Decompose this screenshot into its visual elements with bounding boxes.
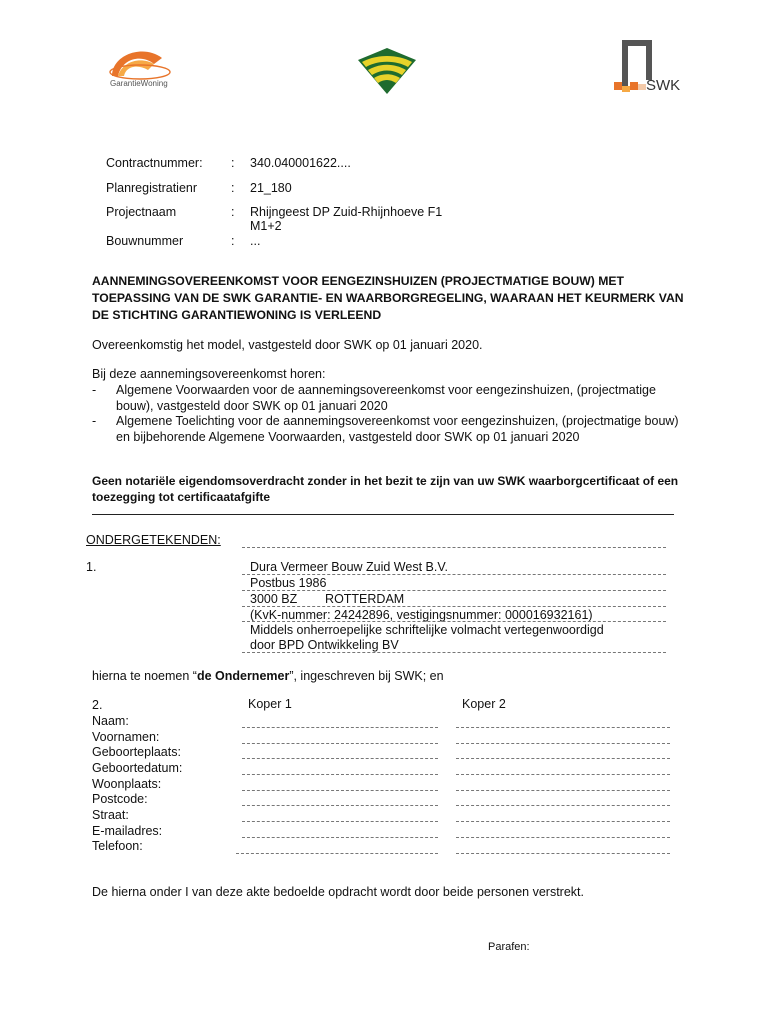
- section-divider: [92, 514, 674, 515]
- buyer1-field-line[interactable]: [242, 805, 438, 806]
- form-label: Woonplaats:: [92, 777, 162, 791]
- buyer2-field-line[interactable]: [456, 790, 670, 791]
- form-label: Naam:: [92, 714, 129, 728]
- field-value-line2: M1+2: [250, 219, 282, 233]
- model-statement: Overeenkomstig het model, vastgesteld door SWK op 01 januari 2020.: [92, 338, 483, 352]
- party-number: 2.: [92, 698, 103, 712]
- signatories-heading: ONDERGETEKENDEN:: [86, 533, 221, 547]
- buyer1-field-line[interactable]: [242, 821, 438, 822]
- certificate-notice: Geen notariële eigendomsoverdracht zonder in het bezit te zijn van uw SWK waarborgcertificaat of een toezegging tot certificaatafgifte: [92, 474, 679, 504]
- buyer2-field-line[interactable]: [456, 837, 670, 838]
- party1-line: Dura Vermeer Bouw Zuid West B.V.: [250, 560, 449, 574]
- striped-roof-logo-icon: [356, 46, 418, 96]
- svg-text:GarantieWoning: GarantieWoning: [110, 79, 168, 88]
- swk-logo-icon: [612, 36, 684, 96]
- buyer1-field-line[interactable]: [242, 743, 438, 744]
- party-number: 1.: [86, 560, 97, 574]
- field-planregistratienr: Planregistratienr : 21_180: [106, 181, 292, 195]
- field-bouwnummer: Bouwnummer : ...: [106, 234, 261, 248]
- buyer1-field-line[interactable]: [242, 727, 438, 728]
- party1-line: 3000 BZ ROTTERDAM: [250, 592, 405, 606]
- svg-text:SWK: SWK: [646, 77, 681, 94]
- belongs-intro: Bij deze aannemingsovereenkomst horen:: [92, 367, 326, 381]
- contractor-note: hierna te noemen “de Ondernemer”, ingeschreven bij SWK; en: [92, 669, 444, 683]
- buyer1-field-line[interactable]: [242, 837, 438, 838]
- party1-line: door BPD Ontwikkeling BV: [250, 638, 399, 652]
- initials-label: Parafen:: [488, 941, 530, 953]
- form-label: Geboorteplaats:: [92, 745, 181, 759]
- buyer2-field-line[interactable]: [456, 805, 670, 806]
- buyer1-field-line[interactable]: [236, 853, 438, 854]
- garantiewoning-logo-icon: [104, 42, 174, 92]
- buyer2-field-line[interactable]: [456, 727, 670, 728]
- buyer2-field-line[interactable]: [456, 758, 670, 759]
- form-label: Geboortedatum:: [92, 761, 183, 775]
- buyer1-field-line[interactable]: [242, 774, 438, 775]
- form-label: Telefoon:: [92, 839, 143, 853]
- field-contractnummer: Contractnummer: : 340.040001622....: [106, 156, 351, 170]
- party1-line: Middels onherroepelijke schriftelijke volmacht vertegenwoordigd: [250, 623, 604, 637]
- bullet-item: - Algemene Toelichting voor de aannemingsovereenkomst voor eengezinshuizen, (projectmatige bouw) en bijbehorende Algemene Voorwaarden, vastgesteld door SWK op 01 januari 2020: [92, 414, 679, 444]
- buyer2-field-line[interactable]: [456, 743, 670, 744]
- buyer2-header: Koper 2: [462, 697, 506, 711]
- buyer1-header: Koper 1: [248, 697, 292, 711]
- field-projectnaam: Projectnaam : Rhijngeest DP Zuid-Rhijnhoeve F1 M1+2: [106, 205, 443, 233]
- buyer1-field-line[interactable]: [242, 790, 438, 791]
- bullet-item: - Algemene Voorwaarden voor de aannemingsovereenkomst voor eengezinshuizen, (projectmatige bouw), vastgesteld door SWK op 01 januari 2020: [92, 383, 656, 413]
- party1-line: Postbus 1986: [250, 576, 327, 590]
- field-label: Contractnummer:: [106, 156, 203, 170]
- field-value: Rhijngeest DP Zuid-Rhijnhoeve F1: [250, 205, 443, 219]
- logo-bar: [0, 36, 770, 106]
- buyer2-field-line[interactable]: [456, 821, 670, 822]
- field-value: ...: [250, 234, 261, 248]
- form-label: Voornamen:: [92, 730, 160, 744]
- dotted-line: [242, 547, 666, 548]
- form-label: Postcode:: [92, 792, 148, 806]
- field-value: 21_180: [250, 181, 292, 195]
- buyer2-field-line[interactable]: [456, 853, 670, 854]
- form-label: Straat:: [92, 808, 129, 822]
- field-label: Planregistratienr: [106, 181, 198, 195]
- buyer1-field-line[interactable]: [242, 758, 438, 759]
- dotted-line: [242, 652, 666, 653]
- party1-line: (KvK-nummer: 24242896, vestigingsnummer: 000016932161): [250, 608, 593, 622]
- field-value: 340.040001622....: [250, 156, 351, 170]
- form-label: E-mailadres:: [92, 824, 163, 838]
- document-title: AANNEMINGSOVEREENKOMST VOOR EENGEZINSHUIZEN (PROJECTMATIGE BOUW) MET TOEPASSING VAN DE SWK GARANTIE- EN WAARBORGREGELING, WAARAAN HET KEURMERK VAN DE STICHTING GARANTIEWONING IS VERLEEND: [92, 274, 684, 322]
- field-label: Projectnaam: [106, 205, 177, 219]
- closing-statement: De hierna onder I van deze akte bedoelde opdracht wordt door beide personen verstrekt.: [92, 885, 584, 899]
- buyer2-field-line[interactable]: [456, 774, 670, 775]
- field-label: Bouwnummer: [106, 234, 184, 248]
